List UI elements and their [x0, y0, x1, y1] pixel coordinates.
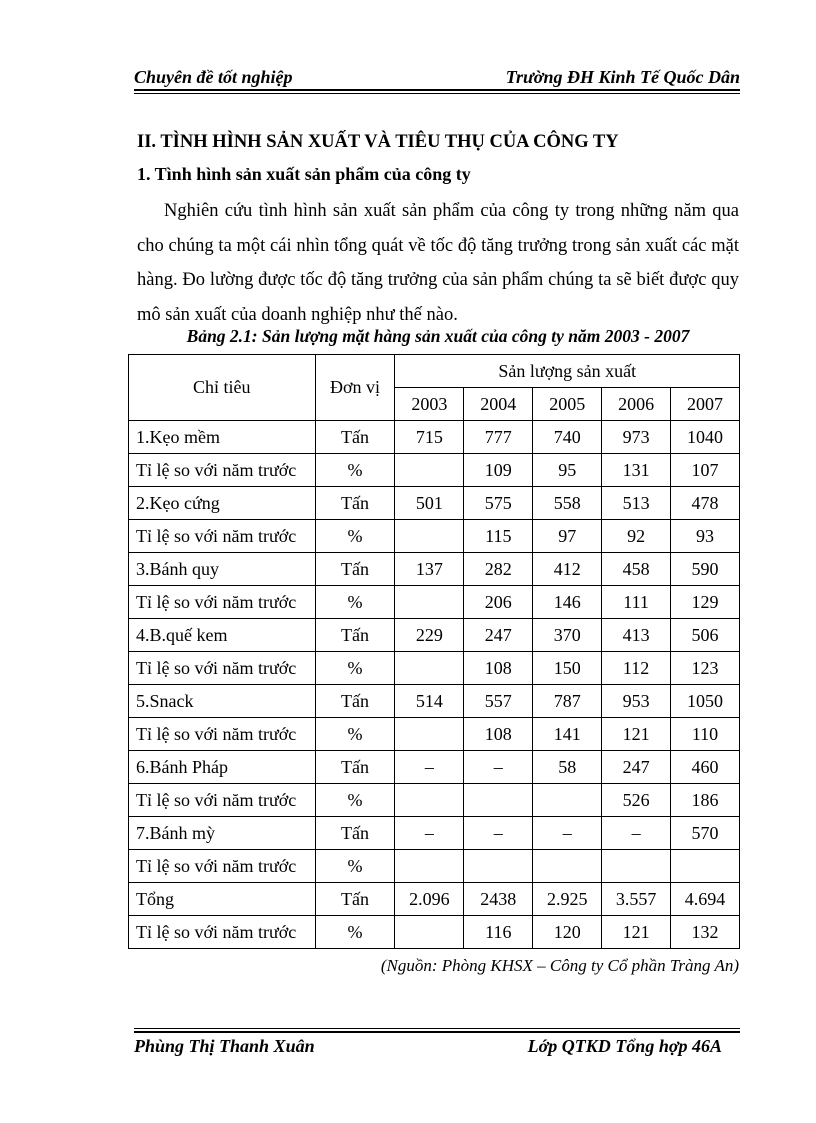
- table-row: [129, 421, 740, 454]
- row-label: Tỉ lệ so với năm trước: [129, 586, 316, 619]
- criteria-header: Chỉ tiêu: [129, 355, 316, 421]
- section-title: II. TÌNH HÌNH SẢN XUẤT VÀ TIÊU THỤ CỦA CÔNG TY: [137, 132, 619, 152]
- row-label: 7.Bánh mỳ: [129, 817, 316, 850]
- row-label: 4.B.quế kem: [129, 619, 316, 652]
- row-unit: %: [315, 850, 395, 883]
- value-cell: 787: [533, 685, 602, 718]
- table-row: [129, 619, 740, 652]
- table-row: [129, 751, 740, 784]
- value-cell: 478: [671, 487, 740, 520]
- value-cell: 129: [671, 586, 740, 619]
- value-cell: [395, 652, 464, 685]
- value-cell: 121: [602, 718, 671, 751]
- header-right-text: Trường ĐH Kinh Tế Quốc Dân: [505, 67, 740, 87]
- row-unit: Tấn: [315, 553, 395, 586]
- value-cell: 229: [395, 619, 464, 652]
- value-cell: 513: [602, 487, 671, 520]
- value-cell: 109: [464, 454, 533, 487]
- value-cell: –: [602, 817, 671, 850]
- value-cell: 92: [602, 520, 671, 553]
- table-row: [129, 883, 740, 916]
- value-cell: –: [533, 817, 602, 850]
- row-label: Tỉ lệ so với năm trước: [129, 520, 316, 553]
- sub-title: 1. Tình hình sản xuất sản phẩm của công ty: [137, 164, 471, 184]
- row-unit: %: [315, 784, 395, 817]
- output-group-header: Sản lượng sản xuất: [395, 355, 740, 388]
- table-row: [129, 718, 740, 751]
- value-cell: 715: [395, 421, 464, 454]
- value-cell: 590: [671, 553, 740, 586]
- value-cell: 58: [533, 751, 602, 784]
- row-unit: %: [315, 586, 395, 619]
- value-cell: –: [395, 817, 464, 850]
- year-header: 2005: [533, 388, 602, 421]
- row-label: Tỉ lệ so với năm trước: [129, 850, 316, 883]
- year-header: 2007: [671, 388, 740, 421]
- value-cell: 570: [671, 817, 740, 850]
- row-label: 2.Kẹo cứng: [129, 487, 316, 520]
- value-cell: 95: [533, 454, 602, 487]
- value-cell: [395, 916, 464, 949]
- row-unit: Tấn: [315, 619, 395, 652]
- value-cell: 460: [671, 751, 740, 784]
- value-cell: 2.925: [533, 883, 602, 916]
- value-cell: 112: [602, 652, 671, 685]
- value-cell: 150: [533, 652, 602, 685]
- value-cell: 4.694: [671, 883, 740, 916]
- value-cell: 206: [464, 586, 533, 619]
- row-label: Tỉ lệ so với năm trước: [129, 784, 316, 817]
- source-note: (Nguồn: Phòng KHSX – Công ty Cổ phần Tràng An): [380, 956, 739, 975]
- value-cell: 141: [533, 718, 602, 751]
- value-cell: [602, 850, 671, 883]
- row-label: 1.Kẹo mềm: [129, 421, 316, 454]
- value-cell: 116: [464, 916, 533, 949]
- value-cell: [395, 784, 464, 817]
- row-label: Tỉ lệ so với năm trước: [129, 652, 316, 685]
- row-label: 6.Bánh Pháp: [129, 751, 316, 784]
- value-cell: 132: [671, 916, 740, 949]
- unit-header: Đơn vị: [315, 355, 395, 421]
- value-cell: 2.096: [395, 883, 464, 916]
- page-footer: [134, 1036, 722, 1057]
- value-cell: 3.557: [602, 883, 671, 916]
- table-row: [129, 817, 740, 850]
- value-cell: 121: [602, 916, 671, 949]
- value-cell: 108: [464, 718, 533, 751]
- value-cell: 370: [533, 619, 602, 652]
- value-cell: [395, 718, 464, 751]
- value-cell: 115: [464, 520, 533, 553]
- value-cell: 740: [533, 421, 602, 454]
- row-unit: Tấn: [315, 817, 395, 850]
- footer-class: Lớp QTKD Tổng hợp 46A: [527, 1036, 722, 1056]
- table-row: [129, 487, 740, 520]
- value-cell: 953: [602, 685, 671, 718]
- value-cell: 558: [533, 487, 602, 520]
- value-cell: 97: [533, 520, 602, 553]
- value-cell: [464, 784, 533, 817]
- row-label: 5.Snack: [129, 685, 316, 718]
- table-row: [129, 586, 740, 619]
- value-cell: 412: [533, 553, 602, 586]
- row-unit: %: [315, 520, 395, 553]
- table-row: [129, 784, 740, 817]
- value-cell: 514: [395, 685, 464, 718]
- value-cell: 247: [602, 751, 671, 784]
- value-cell: [395, 520, 464, 553]
- value-cell: [464, 850, 533, 883]
- table-body: [129, 421, 740, 949]
- table-row: [129, 685, 740, 718]
- value-cell: –: [464, 751, 533, 784]
- table-row: [129, 520, 740, 553]
- row-label: Tỉ lệ so với năm trước: [129, 916, 316, 949]
- row-label: Tổng: [129, 883, 316, 916]
- table-caption: Bảng 2.1: Sản lượng mặt hàng sản xuất của công ty năm 2003 - 2007: [186, 326, 690, 346]
- row-unit: Tấn: [315, 421, 395, 454]
- table-row: [129, 850, 740, 883]
- value-cell: 1040: [671, 421, 740, 454]
- value-cell: [671, 850, 740, 883]
- table-row: [129, 916, 740, 949]
- header-rule-thin: [134, 93, 740, 94]
- row-unit: %: [315, 454, 395, 487]
- table-head: [129, 355, 740, 421]
- value-cell: 131: [602, 454, 671, 487]
- footer-rule: [134, 1031, 740, 1033]
- header-left-text: Chuyên đề tốt nghiệp: [134, 67, 293, 87]
- value-cell: 526: [602, 784, 671, 817]
- row-unit: Tấn: [315, 883, 395, 916]
- row-unit: Tấn: [315, 487, 395, 520]
- row-unit: %: [315, 916, 395, 949]
- year-header: 2004: [464, 388, 533, 421]
- row-label: Tỉ lệ so với năm trước: [129, 718, 316, 751]
- body-paragraph: Nghiên cứu tình hình sản xuất sản phẩm của công ty trong những năm qua cho chúng ta một cái nhìn tổng quát về tốc độ tăng trưởng trong sản xuất các mặt hàng. Đo lường được tốc độ tăng trưởng của sản phẩm chúng ta sẽ biết được quy mô sản xuất của doanh nghiệp như thế nào.: [137, 201, 739, 325]
- value-cell: [533, 784, 602, 817]
- row-unit: %: [315, 718, 395, 751]
- value-cell: 458: [602, 553, 671, 586]
- value-cell: 123: [671, 652, 740, 685]
- value-cell: 93: [671, 520, 740, 553]
- production-table: [128, 354, 740, 949]
- value-cell: 575: [464, 487, 533, 520]
- row-unit: Tấn: [315, 685, 395, 718]
- value-cell: 413: [602, 619, 671, 652]
- row-label: 3.Bánh quy: [129, 553, 316, 586]
- value-cell: 108: [464, 652, 533, 685]
- table-row: [129, 553, 740, 586]
- value-cell: 120: [533, 916, 602, 949]
- table-row: [129, 454, 740, 487]
- value-cell: [395, 454, 464, 487]
- table-row: [129, 652, 740, 685]
- value-cell: [395, 586, 464, 619]
- value-cell: [395, 850, 464, 883]
- value-cell: 110: [671, 718, 740, 751]
- row-label: Tỉ lệ so với năm trước: [129, 454, 316, 487]
- value-cell: 777: [464, 421, 533, 454]
- value-cell: 973: [602, 421, 671, 454]
- page-header: [134, 64, 740, 88]
- value-cell: 186: [671, 784, 740, 817]
- row-unit: Tấn: [315, 751, 395, 784]
- value-cell: 1050: [671, 685, 740, 718]
- value-cell: 247: [464, 619, 533, 652]
- value-cell: 501: [395, 487, 464, 520]
- header-rule: [134, 89, 740, 91]
- value-cell: –: [464, 817, 533, 850]
- value-cell: 506: [671, 619, 740, 652]
- value-cell: 557: [464, 685, 533, 718]
- value-cell: 137: [395, 553, 464, 586]
- value-cell: 282: [464, 553, 533, 586]
- year-header: 2006: [602, 388, 671, 421]
- value-cell: 146: [533, 586, 602, 619]
- row-unit: %: [315, 652, 395, 685]
- footer-rule-thin: [134, 1028, 740, 1029]
- value-cell: 111: [602, 586, 671, 619]
- value-cell: 2438: [464, 883, 533, 916]
- value-cell: 107: [671, 454, 740, 487]
- value-cell: [533, 850, 602, 883]
- footer-author: Phùng Thị Thanh Xuân: [134, 1036, 315, 1056]
- value-cell: –: [395, 751, 464, 784]
- year-header: 2003: [395, 388, 464, 421]
